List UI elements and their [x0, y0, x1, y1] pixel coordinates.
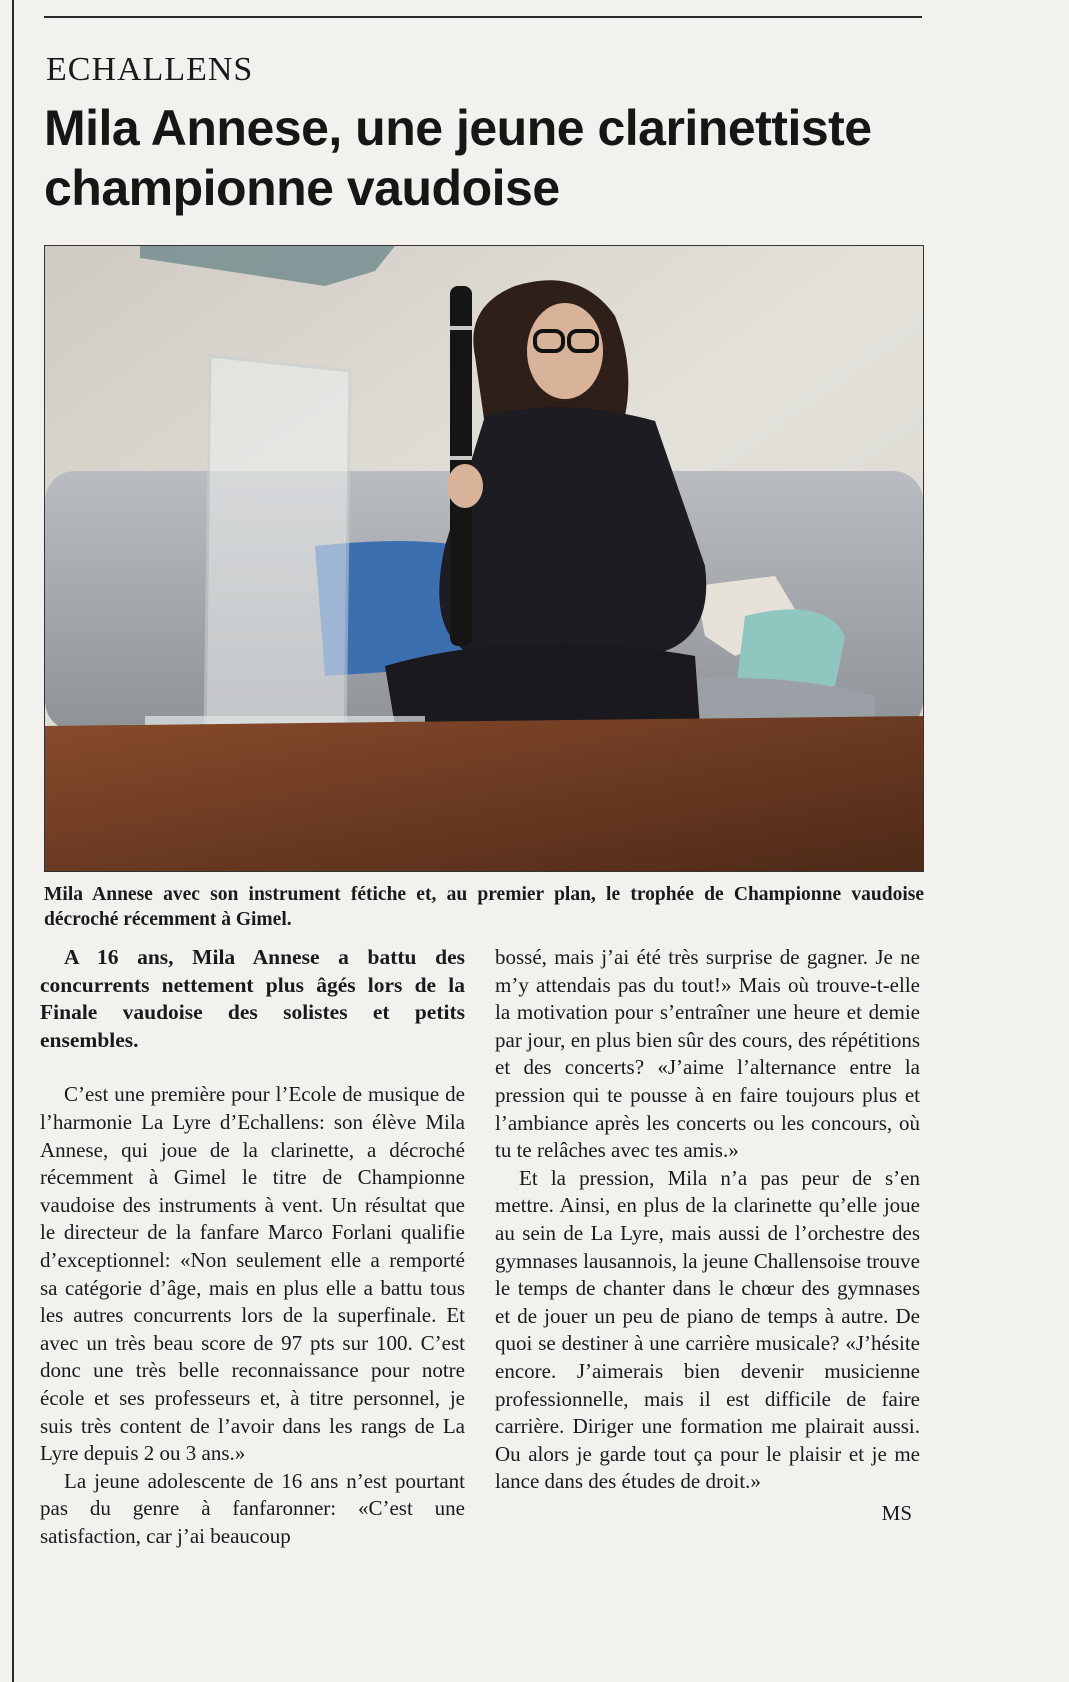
top-rule: [44, 16, 922, 18]
column-left: [40, 944, 465, 1550]
photo-illustration: [45, 246, 923, 871]
hand: [447, 464, 483, 508]
left-column-rule: [12, 0, 14, 1682]
clarinet-ring-2: [450, 456, 472, 460]
clarinet-ring-1: [450, 326, 472, 330]
trousers: [385, 643, 700, 726]
headline-line-1: Mila Annese, une jeune clarinettiste: [44, 100, 872, 156]
article-kicker: ECHALLENS: [46, 51, 254, 88]
headline-line-2: championne vaudoise: [44, 160, 560, 216]
author-signature: MS: [881, 1500, 912, 1525]
article-paragraph-1: C’est une première pour l’Ecole de musique de l’harmonie La Lyre d’Echallens: son élève Mila Annese, qui joue de la clarinette, a décroché récemment à Gimel le titre de Championne vaudoise des instruments à vent. Un résultat que le directeur de la fanfare Marco Forlani qualifie d’exceptionnel: «Non seulement elle a remporté sa catégorie d’âge, mais en plus elle a battu tous les autres concurrents lors de la superfinale. Et avec un très beau score de 97 pts sur 100. C’est donc une très belle reconnaissance pour notre école et ses professeurs et, à titre personnel, je suis très content de l’avoir dans les rangs de La Lyre depuis 2 ou 3 ans.»: [40, 1082, 465, 1466]
column-right: [495, 944, 920, 1527]
article-lead: A 16 ans, Mila Annese a battu des concurrents nettement plus âgés lors de la Finale vaudoise des solistes et petits ensembles.: [40, 945, 465, 1052]
article-paragraph-4: Et la pression, Mila n’a pas peur de s’en mettre. Ainsi, en plus de la clarinette qu’elle joue au sein de La Lyre, mais aussi de l’orchestre des gymnases lausannois, la jeune Challensoise trouve le temps de chanter dans le chœur des gymnases et de jouer un peu de piano de temps à autre. De quoi se destiner à une carrière musicale? «J’hésite encore. J’aimerais bien devenir musicienne professionnelle, mais il est difficile de faire carrière. Diriger une formation me plairait aussi. Ou alors je garde tout ça pour le plaisir et je me lance dans des études de droit.»: [495, 1165, 920, 1494]
article-headline: [44, 98, 944, 218]
table: [45, 716, 923, 871]
article-paragraph-3: bossé, mais j’ai été très surprise de gagner. Je ne m’y attendais pas du tout!» Mais où trouve-t-elle la motivation pour s’entraîner une heure et demie par jour, en plus bien sûr des cours, des répétitions et des concerts? «J’aime l’alternance entre la pression qui te pousse à en faire toujours plus et l’ambiance après les concerts ou les concours, où tu te relâches avec tes amis.»: [495, 945, 920, 1163]
trophy: [205, 356, 350, 746]
article-paragraph-2: La jeune adolescente de 16 ans n’est pourtant pas du genre à fanfaronner: «C’est une satisfaction, car j’ai beaucoup: [40, 1468, 465, 1548]
article-photo: [44, 245, 924, 872]
photo-caption: Mila Annese avec son instrument fétiche et, au premier plan, le trophée de Championne vaudoise décroché récemment à Gimel.: [44, 884, 924, 930]
